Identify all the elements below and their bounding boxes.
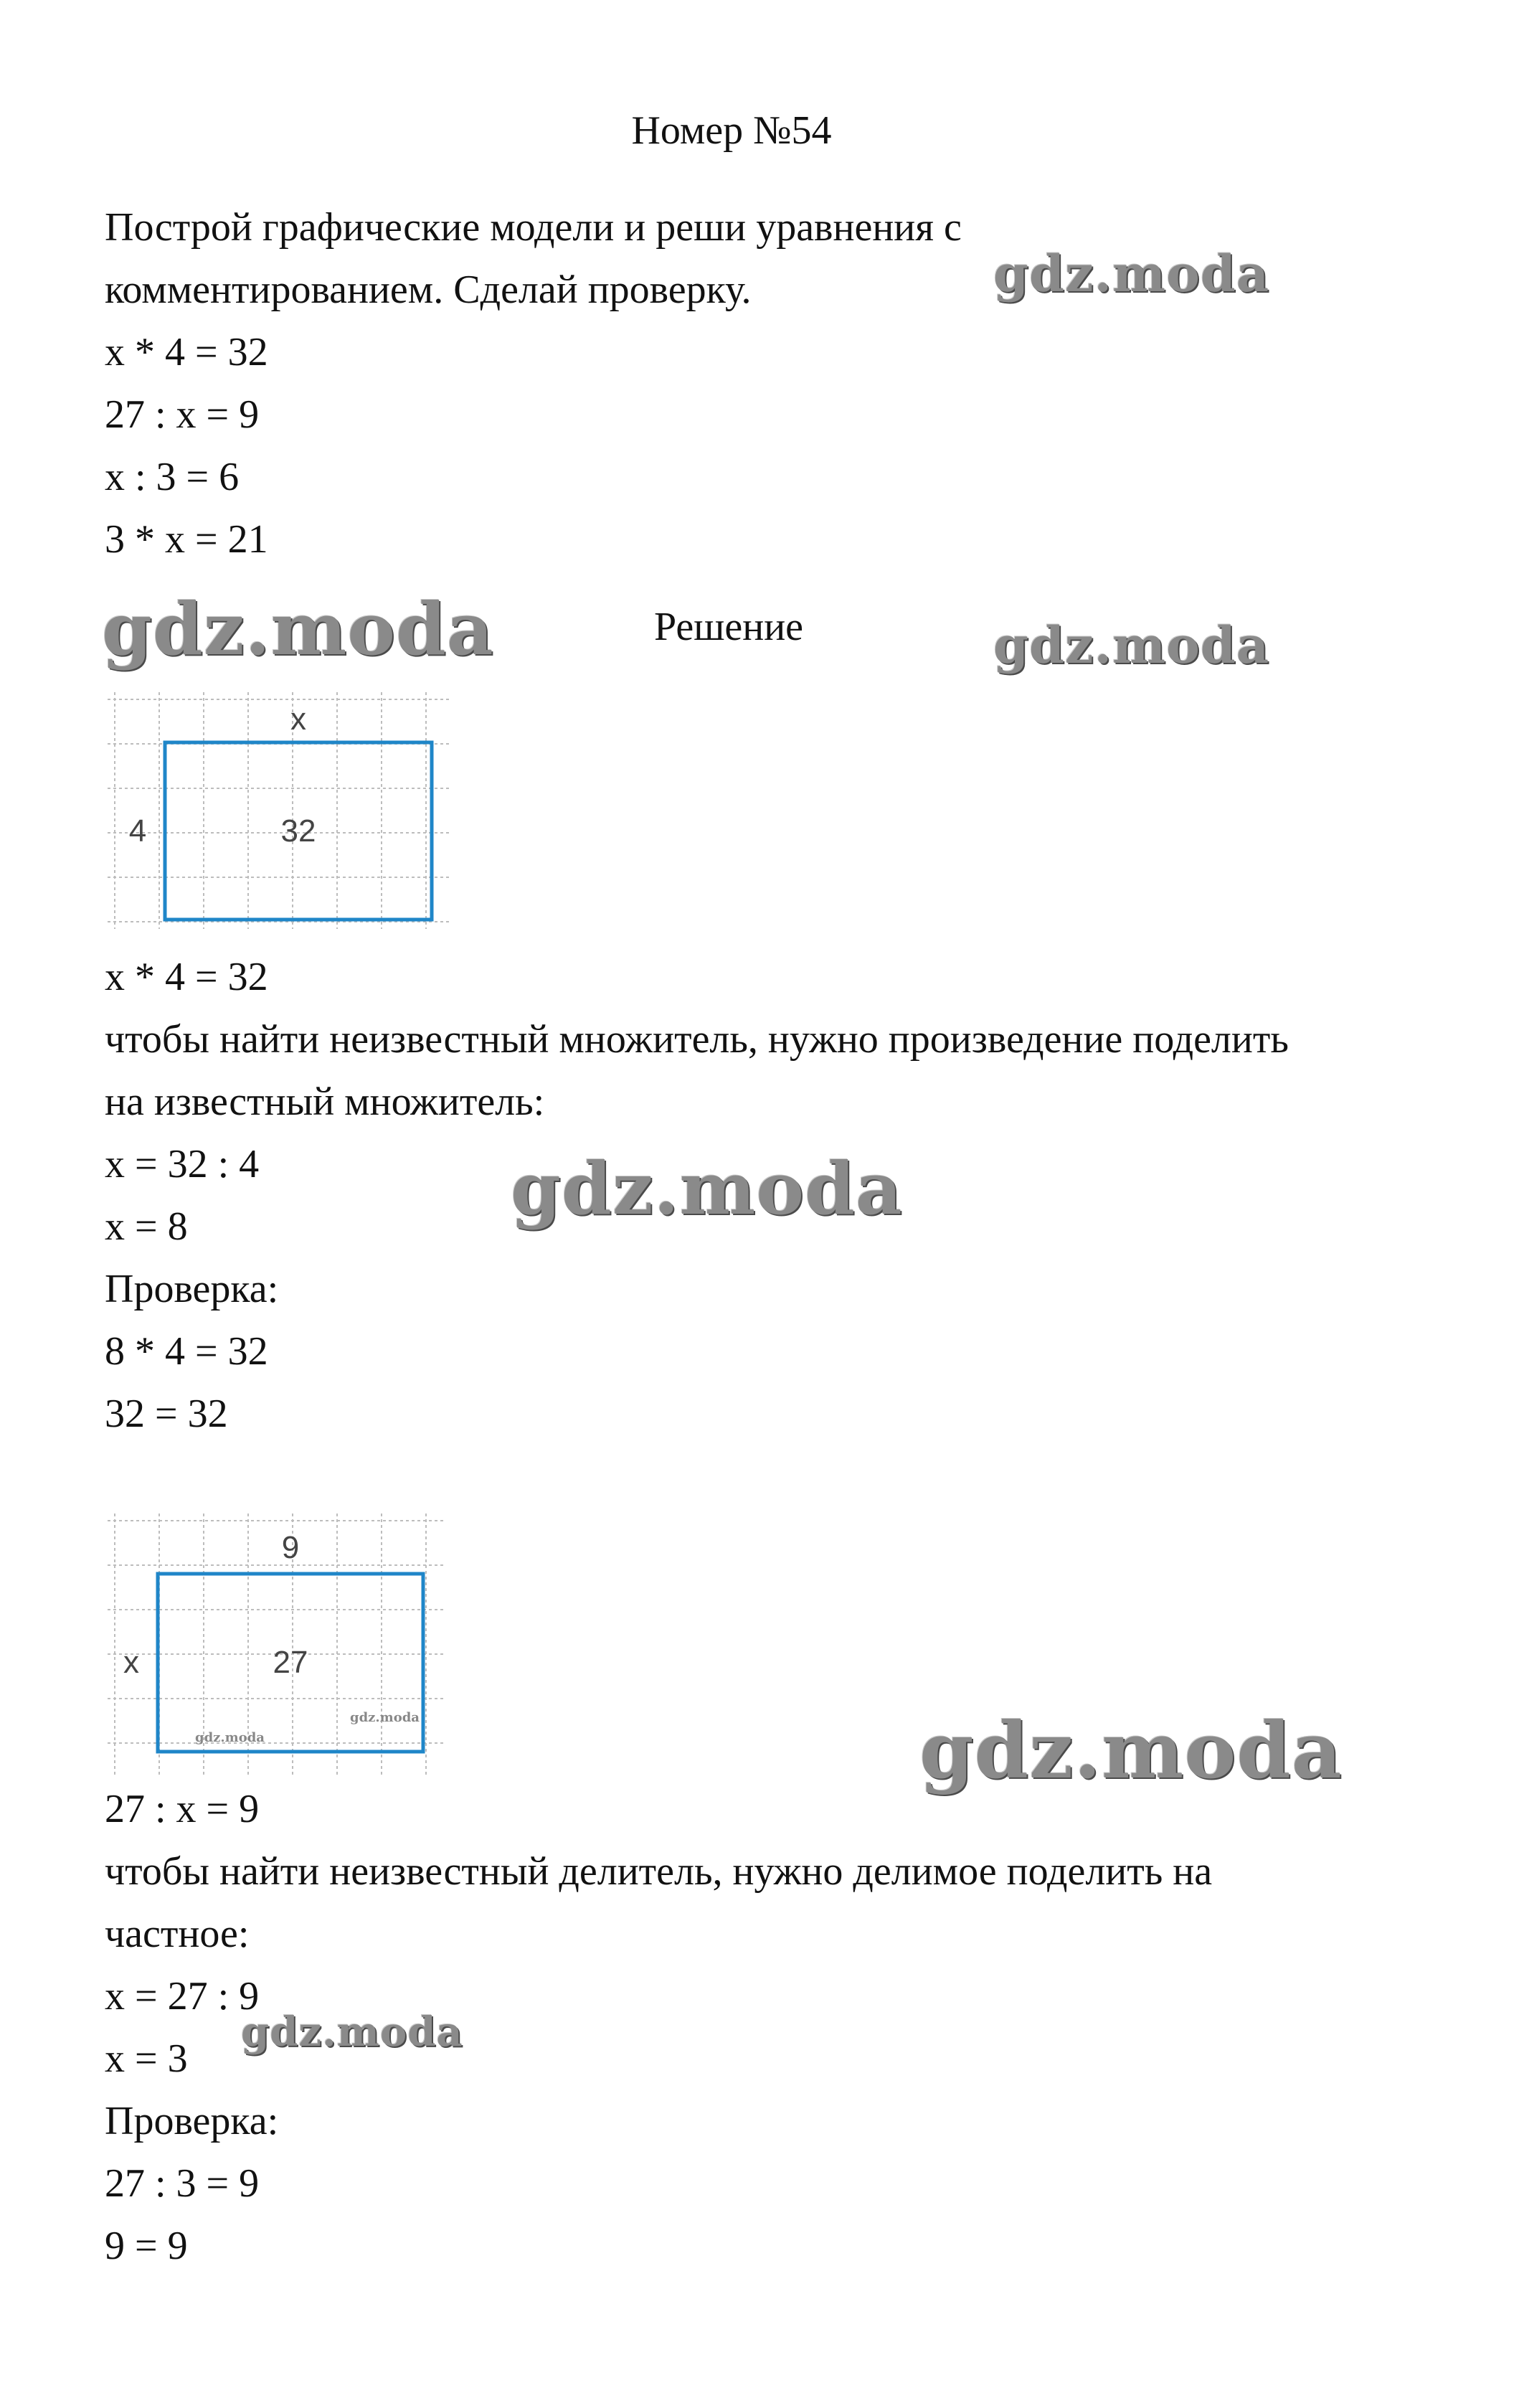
model-top-label: 9 [281, 1530, 300, 1565]
solution-line: x = 8 [105, 1204, 188, 1249]
model-top-label: x [290, 702, 306, 737]
model-left-label: x [123, 1645, 139, 1680]
solution-line: чтобы найти неизвестный делитель, нужно делимое поделить на [105, 1849, 1213, 1894]
page-title: Номер №54 [631, 108, 832, 153]
watermark: gdz.moda [511, 1146, 903, 1231]
task-equation: x : 3 = 6 [105, 455, 240, 499]
watermark: gdz.moda [919, 1706, 1343, 1796]
graphic-model-1 [108, 692, 452, 929]
check-label: Проверка: [105, 1267, 279, 1311]
task-equation: 3 * x = 21 [105, 517, 268, 562]
task-equation: 27 : x = 9 [105, 392, 260, 437]
solution-line: 8 * 4 = 32 [105, 1329, 268, 1374]
solution-line: на известный множитель: [105, 1080, 545, 1124]
solution-line: 27 : x = 9 [105, 1787, 260, 1831]
solution-heading: Решение [654, 605, 804, 649]
watermark: gdz.moda [102, 587, 494, 671]
watermark: gdz.moda [241, 2008, 463, 2056]
model-center-label: 32 [280, 813, 316, 849]
watermark: gdz.moda [993, 615, 1270, 675]
graphic-model-2 [108, 1514, 445, 1775]
solution-line: частное: [105, 1912, 250, 1956]
grid-lines [108, 692, 452, 929]
solution-line: x * 4 = 32 [105, 955, 268, 999]
solution-line: x = 32 : 4 [105, 1142, 260, 1186]
solution-line: 27 : 3 = 9 [105, 2161, 260, 2206]
model-left-label: 4 [128, 813, 147, 849]
watermark: gdz.moda [350, 1710, 420, 1725]
task-equation: x * 4 = 32 [105, 330, 268, 374]
task-line: Построй графические модели и реши уравнения с [105, 205, 962, 250]
solution-line: чтобы найти неизвестный множитель, нужно произведение поделить [105, 1017, 1289, 1062]
task-line: комментированием. Сделай проверку. [105, 268, 752, 312]
watermark: gdz.moda [195, 1730, 265, 1745]
solution-line: x = 27 : 9 [105, 1974, 260, 2019]
solution-line: x = 3 [105, 2036, 188, 2081]
solution-line: 9 = 9 [105, 2224, 188, 2268]
check-label: Проверка: [105, 2099, 279, 2143]
solution-line: 32 = 32 [105, 1392, 228, 1436]
watermark: gdz.moda [993, 244, 1270, 303]
model-center-label: 27 [273, 1645, 308, 1680]
